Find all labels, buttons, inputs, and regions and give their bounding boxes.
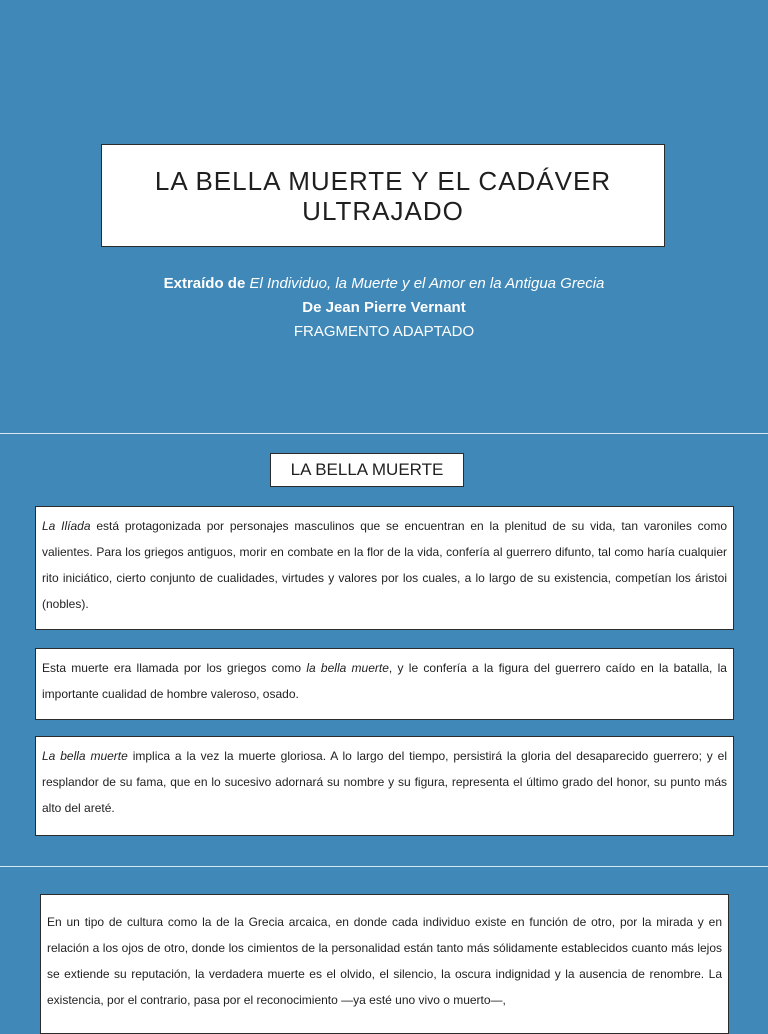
body-text: , y le confería a la figura del guerrero caído en la batalla, la importante cualidad de hombre valeroso, osado. — [42, 661, 727, 701]
title-line-1: LA BELLA MUERTE Y EL CADÁVER — [154, 165, 612, 196]
text-box-gloria — [35, 736, 734, 836]
title-line-2: ULTRAJADO — [302, 195, 464, 226]
olvido-slide — [0, 868, 768, 1024]
author-line: De Jean Pierre Vernant — [302, 299, 466, 316]
body-text: está protagonizada por personajes masculinos que se encuentran en la plenitud de su vida, tan varoniles como valientes. Para los griegos antiguos, morir en combate en la flor de la vida, confería al guerrero difunto, tal como haría cualquier rito iniciático, cierto conjunto de cualidades, virtudes y valores por los cuales, a lo largo de su existencia, competían los áristoi (nobles). — [42, 519, 727, 611]
title-slide — [0, 0, 768, 432]
body-text: Esta muerte era llamada por los griegos como — [42, 661, 307, 675]
book-title: El Individuo, la Muerte y el Amor en la Antigua Grecia — [249, 275, 605, 292]
slide-divider — [0, 866, 768, 867]
extract-label: Extraído de — [163, 275, 250, 292]
adapted-note: FRAGMENTO ADAPTADO — [293, 323, 475, 340]
section-title: LA BELLA MUERTE — [270, 453, 464, 487]
subtitle-block — [0, 272, 768, 344]
text-box-iliada — [35, 506, 734, 630]
body-text: implica a la vez la muerte gloriosa. A lo largo del tiempo, persistirá la gloria del desaparecido guerrero; y el resplandor de su fama, que en lo sucesivo adornará su nombre y su figura, representa el último grado del honor, su punto más alto del areté. — [42, 749, 727, 815]
source-line — [0, 272, 768, 296]
body-text: En un tipo de cultura como la de la Grecia arcaica, en donde cada individuo existe en función de otro, por la mirada y en relación a los ojos de otro, donde los cimientos de la personalidad están tanto más sólidamente establecidos cuanto más lejos se extiende su reputación, la verdadera muerte es el olvido, el silencio, la oscura indignidad y la ausencia de renombre. La existencia, por el contrario, pasa por el reconocimiento —ya esté uno vivo o muerto—, — [47, 915, 722, 1007]
text-box-bella-muerte — [35, 648, 734, 720]
emphasis-text: la bella muerte — [306, 661, 389, 675]
text-box-olvido — [40, 894, 729, 1034]
emphasis-text: La Ilíada — [42, 519, 91, 533]
emphasis-text: La bella muerte — [42, 749, 128, 763]
title-box — [101, 144, 665, 247]
bella-muerte-slide — [0, 434, 768, 866]
